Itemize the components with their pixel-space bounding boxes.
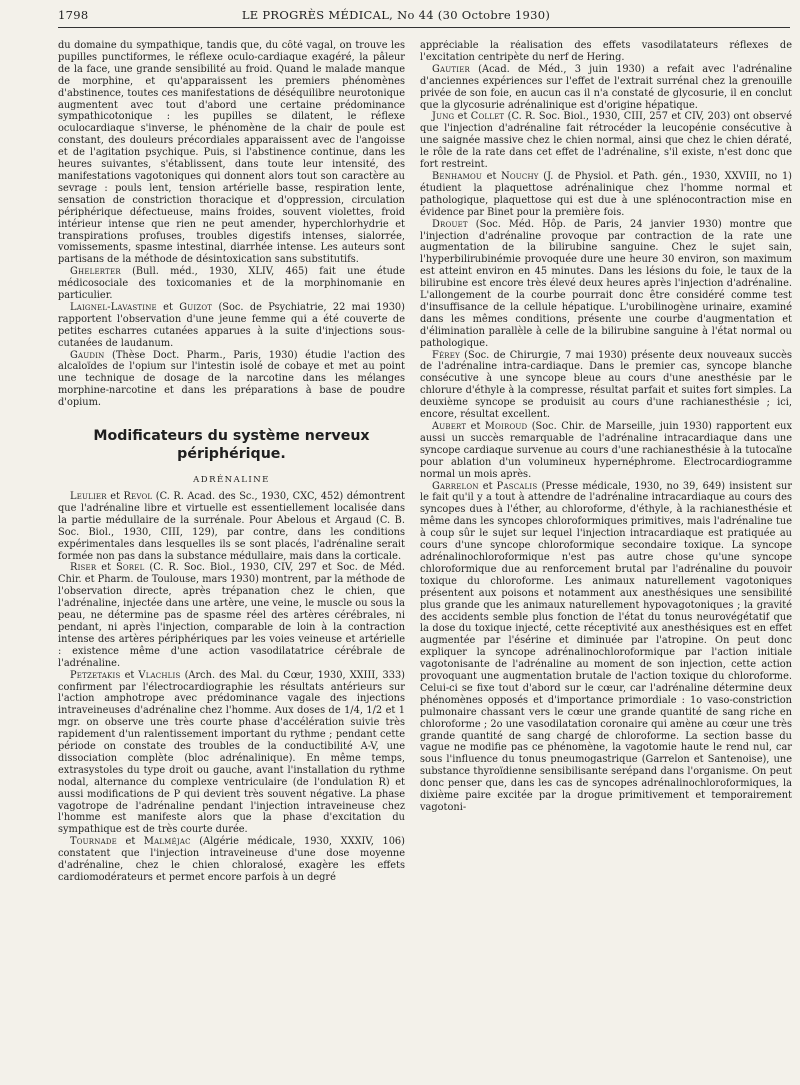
paragraph: du domaine du sympathique, tandis que, du côté vagal, on trouve les pupilles punctiformes, le réflexe oculo-cardiaque exagéré, la pâleur de la face, une grande sensibilité au froid. Quand le malade manque de morphine, et qu'apparaissent les premiers phénomènes d'abstinence, toutes ces manifestations de déséquilibre neurotonique augmentent avec tout d'abord une certaine prédominance sympathicotonique : les pupilles se dilatent, le réflexe oculocardiaque s'inverse, le phénomène de la chair de poule est constant, des douleurs précordiales apparaissent avec de l'angoisse et de l'agitation psychique. Puis, si l'abstinence continue, dans les heures suivantes, s'établissent, dans toute leur intensité, des manifestations vagotoniques qui donnent alors tout son caractère au sevrage : pouls lent, tension artérielle basse, respiration lente, sensation de constriction thoracique et d'oppression, circulation périphérique défectueuse, mains froides, souvent violettes, froid intérieur intense que rien ne peut amender, hyperchlorhydrie et transpirations profuses, troubles digestifs intenses, sialorrée, vomissements, spasme intestinal, diarrhée intense. Les auteurs sont partisans de la méthode de désintoxication sans substitutifs. bbox=[58, 40, 405, 266]
paragraph-text: (Thèse Doct. Pharm., Paris, 1930) étudie l'action des alcaloïdes de l'opium sur l'intestin isolé de cobaye et met au point une technique de dosage de la narcotine dans les mélanges morphine-narcotine et dans les préparations à base de poudre d'opium. bbox=[58, 349, 405, 409]
paragraph bbox=[420, 219, 792, 350]
author-name: Moiroud bbox=[484, 421, 528, 432]
conjunction: et bbox=[116, 836, 144, 848]
paragraph-text: (Soc. Chir. de Marseille, juin 1930) rapportent eux aussi un succès remarquable de l'adrénaline intracardiaque dans une syncope cardiaque survenue au cours d'une rachianesthésie à la tutocaïne pour ablation d'un volumineux hypernéphrome. Electrocardiogramme normal un mois après. bbox=[420, 421, 792, 480]
author-name: Benhamou bbox=[432, 170, 482, 182]
author-name: Revol bbox=[123, 491, 153, 502]
author-name: Pascalis bbox=[496, 480, 538, 492]
paragraph bbox=[420, 64, 792, 112]
paragraph bbox=[58, 836, 405, 884]
conjunction: et bbox=[120, 669, 139, 681]
author-name: Garrelon bbox=[432, 480, 479, 492]
section-title: Modificateurs du système nerveux périphérique. bbox=[93, 428, 370, 463]
paragraph: appréciable la réalisation des effets vasodilatateurs réflexes de l'excitation centripète du nerf de Hering. bbox=[420, 40, 792, 63]
author-name: Collet bbox=[470, 111, 505, 123]
paragraph-text: (C. R. Soc. Biol., 1930, CIII, 257 et CIV, 203) ont observé que l'injection d'adrénaline fait rétrocéder la leucopénie consécutive à une saignée massive chez le chien normal, ainsi que chez le chien dératé, le rôle de la rate dans cet effet de l'adrénaline, s'il existe, n'est donc que fort restreint. bbox=[420, 111, 792, 171]
author-name: Vlachlis bbox=[138, 669, 181, 681]
conjunction: et bbox=[466, 421, 485, 432]
paragraph-text: (J. de Physiol. et Path. gén., 1930, XXVIII, no 1) étudient la plaquettose adrénalinique chez l'homme normal et pathologique, plaquettose qui est due à une splénocontraction mise en évidence par Binet pour la première fois. bbox=[420, 170, 792, 218]
author-name: Gaudin bbox=[70, 349, 105, 361]
paragraph bbox=[420, 481, 792, 814]
paragraph bbox=[58, 350, 405, 410]
author-name: Leulier bbox=[70, 491, 107, 502]
author-name: Malméjac bbox=[143, 836, 191, 848]
author-name: Férey bbox=[432, 349, 460, 361]
conjunction: et bbox=[478, 480, 497, 492]
subsection-heading: ADRÉNALINE bbox=[193, 475, 270, 486]
paragraph-text: (Soc. Méd. Hôp. de Paris, 24 janvier 1930) montre que l'injection d'adrénaline provoque par contraction de la rate une augmentation de la bilirubine sanguine. Chez le sujet sain, l'hyperbilirubinémie provoquée dure une heure 30 environ, son maximum est atteint environ en 45 minutes. Dans les lésions du foie, le taux de la bilirubine est encore très élevé deux heures après l'injection d'adrénaline. L'allongement de la courbe pourrait donc être considéré comme test d'insuffisance de la cellule hépatique. L'urobilinogène urinaire, examiné dans les mêmes conditions, présente une courbe d'augmentation et d'élimination parallèle à celle de la bilirubine sanguine à l'état normal ou pathologique. bbox=[420, 218, 792, 349]
page-header bbox=[58, 8, 790, 28]
author-name: Laignel-Lavastine bbox=[70, 301, 157, 313]
conjunction: et bbox=[96, 562, 116, 574]
author-name: Ghelerter bbox=[70, 266, 121, 278]
author-name: Sorel bbox=[115, 562, 145, 574]
author-name: Gautier bbox=[432, 63, 470, 75]
author-name: Petzetakis bbox=[70, 669, 121, 681]
author-name: Drouet bbox=[432, 218, 468, 230]
paragraph-text: (Soc. de Chirurgie, 7 mai 1930) présente deux nouveaux succès de l'adrénaline intra-cardiaque. Dans le premier cas, syncope blanche consécutive à une syncope bleue au cours d'une anesthésie par le chlorure d'éthyle à la compresse, résultat parfait et suites fort simples. La deuxième syncope se produisit au cours d'une rachianesthésie ; ici, encore, résultat excellent. bbox=[420, 349, 792, 421]
paragraph-text: (Algérie médicale, 1930, XXXIV, 106) constatent que l'injection intraveineuse d'une dose moyenne d'adrénaline, chez le chien chloralosé, exagère les effets cardiomodérateurs et permet encore parfois à un degré bbox=[58, 836, 405, 883]
paragraph-text: (C. R. Soc. Biol., 1930, CIV, 297 et Soc. de Méd. Chir. et Pharm. de Toulouse, mars 1930) montrent, par la méthode de l'observation directe, après trépanation chez le chien, que l'adrénaline, injectée dans une artère, une veine, le muscle ou sous la peau, ne détermine pas de spasme réel des artères cérébrales, ni pendant, ni après l'injection, comparable de loin à la contraction intense des artères périphériques par les voies veineuse et artérielle : existence même d'une action vasodilatatrice cérébrale de l'adrénaline. bbox=[58, 562, 405, 669]
paragraph-text: (Acad. de Méd., 3 juin 1930) a refait avec l'adrénaline d'anciennes expériences sur l'effet de l'extrait surrénal chez la grenouille privée de son foie, en aucun cas il n'a constaté de glycosurie, il en conclut que la glycosurie adrénalinique est d'origine hépatique. bbox=[420, 63, 792, 111]
header-rule bbox=[58, 27, 790, 28]
paragraph bbox=[58, 302, 405, 350]
paragraph bbox=[420, 111, 792, 171]
conjunction: et bbox=[482, 170, 502, 182]
author-name: Tournade bbox=[70, 836, 117, 848]
page-number: 1798 bbox=[58, 8, 89, 22]
conjunction: et bbox=[454, 111, 471, 123]
paragraph bbox=[420, 421, 792, 481]
paragraph bbox=[58, 670, 405, 837]
paragraph bbox=[420, 171, 792, 219]
author-name: Guizot bbox=[179, 301, 213, 313]
paragraph-text: (C. R. Acad. des Sc., 1930, CXC, 452) démontrent que l'adrénaline libre et virtuelle est essentiellement localisée dans la partie médullaire de la surrénale. Pour Abelous et Argaud (C. B. Soc. Biol., 1930, CIII, 129), par contre, dans les conditions expérimentales dans lesquelles ils se sont placés, l'adrénaline serait formée non pas dans la substance médullaire, mais dans la corticale. bbox=[58, 491, 405, 562]
author-name: Jung bbox=[432, 111, 455, 123]
right-column bbox=[420, 40, 792, 1080]
paragraph bbox=[420, 350, 792, 421]
author-name: Riser bbox=[70, 562, 97, 574]
paragraph bbox=[58, 562, 405, 669]
paragraph bbox=[58, 266, 405, 302]
paragraph-text: (Soc. de Psychiatrie, 22 mai 1930) rapportent l'observation d'une jeune femme qui a été couverte de petites escharres cutanées apparues à la suite d'injections sous-cutanées de laudanum. bbox=[58, 301, 405, 349]
conjunction: et bbox=[106, 491, 124, 502]
paragraph-text: (Arch. des Mal. du Cœur, 1930, XXIII, 333) confirment par l'électrocardiographie les résultats antérieurs sur l'action amphotrope avec prédominance vagale des injections intraveineuses d'adrénaline chez l'homme. Aux doses de 1/4, 1/2 et 1 mgr. on observe une très courte phase d'accélération suivie très rapidement d'un ralentissement important du rythme ; pendant cette période on constate des troubles de la conductibilité A-V, une dissociation complète (bloc adrénalinique). En même temps, extrasystoles du type droit ou gauche, avant l'installation du rythme nodal, alternance du complexe ventriculaire (de l'ondulation R) et aussi modifications de P qui devient très souvent négative. La phase vagotrope de l'adrénaline pendant l'injection intraveineuse chez l'homme est manifeste alors que la phase d'excitation du sympathique est de très courte durée. bbox=[58, 669, 405, 836]
paragraph-text: (Presse médicale, 1930, no 39, 649) insistent sur le fait qu'il y a tout à attendre de l'adrénaline intracardiaque au cours des syncopes dues à l'éther, au chloroforme, d'éthyle, à la rachianesthésie et même dans les syncopes chloroformiques primitives, mais l'adrénaline tue à coup sûr le sujet sur lequel l'injection intracardiaque est pratiquée au cours d'une syncope chloroformique secondaire toxique. La syncope adrénalinochloroformique n'est pas autre chose qu'une syncope chloroformique due au renforcement brutal par l'adrénaline du pouvoir toxique du chloroforme. Les animaux naturellement vagotoniques présentent aux poisons et notamment aux anesthésiques une sensibilité plus grande que les animaux naturellement hypovagotoniques ; la gravité des accidents semble plus fonction de l'état du tonus neurovégétatif que la dose du toxique injecté, cette réceptivité aux anesthésiques est en effet augmentée par l'ésérine et diminuée par l'atropine. On peut donc expliquer la syncope adrénalinochloroformique par l'action initiale vagotonisante de l'adrénaline au moment de son injection, cette action provoquant une augmentation brutale de l'action toxique du chloroforme. Celui-ci se fixe tout d'abord sur le cœur, car l'adrénaline détermine deux phénomènes opposés et d'importance primordiale : 1o vaso-constriction pulmonaire chassant vers le cœur une grande quantité de sang riche en chloroforme ; 2o une vasodilatation coronaire qui amène au cœur une très grande quantité de sang chargé de chloroforme. La section basse du vague ne modifie pas ce phénomène, la vagotomie haute le rend nul, car sous l'influence du tonus pneumogastrique (Garrelon et Santenoise), une substance thyroïdienne sensibilisante serépand dans l'organisme. On peut donc penser que, dans les cas de syncopes adrénalinochloroformiques, la dixième paire excitée par la drogue primitivement et temporairement vagotoni- bbox=[420, 480, 792, 813]
author-name: Nouchy bbox=[501, 170, 539, 182]
left-column bbox=[58, 40, 405, 1080]
conjunction: et bbox=[156, 301, 180, 313]
running-title: LE PROGRÈS MÉDICAL, No 44 (30 Octobre 1930) bbox=[241, 8, 551, 22]
paragraph-text: (Bull. méd., 1930, XLIV, 465) fait une étude médicosociale des toxicomanies et de la morphinomanie en particulier. bbox=[58, 266, 405, 302]
author-name: Aubert bbox=[432, 421, 467, 432]
paragraph bbox=[58, 491, 405, 562]
